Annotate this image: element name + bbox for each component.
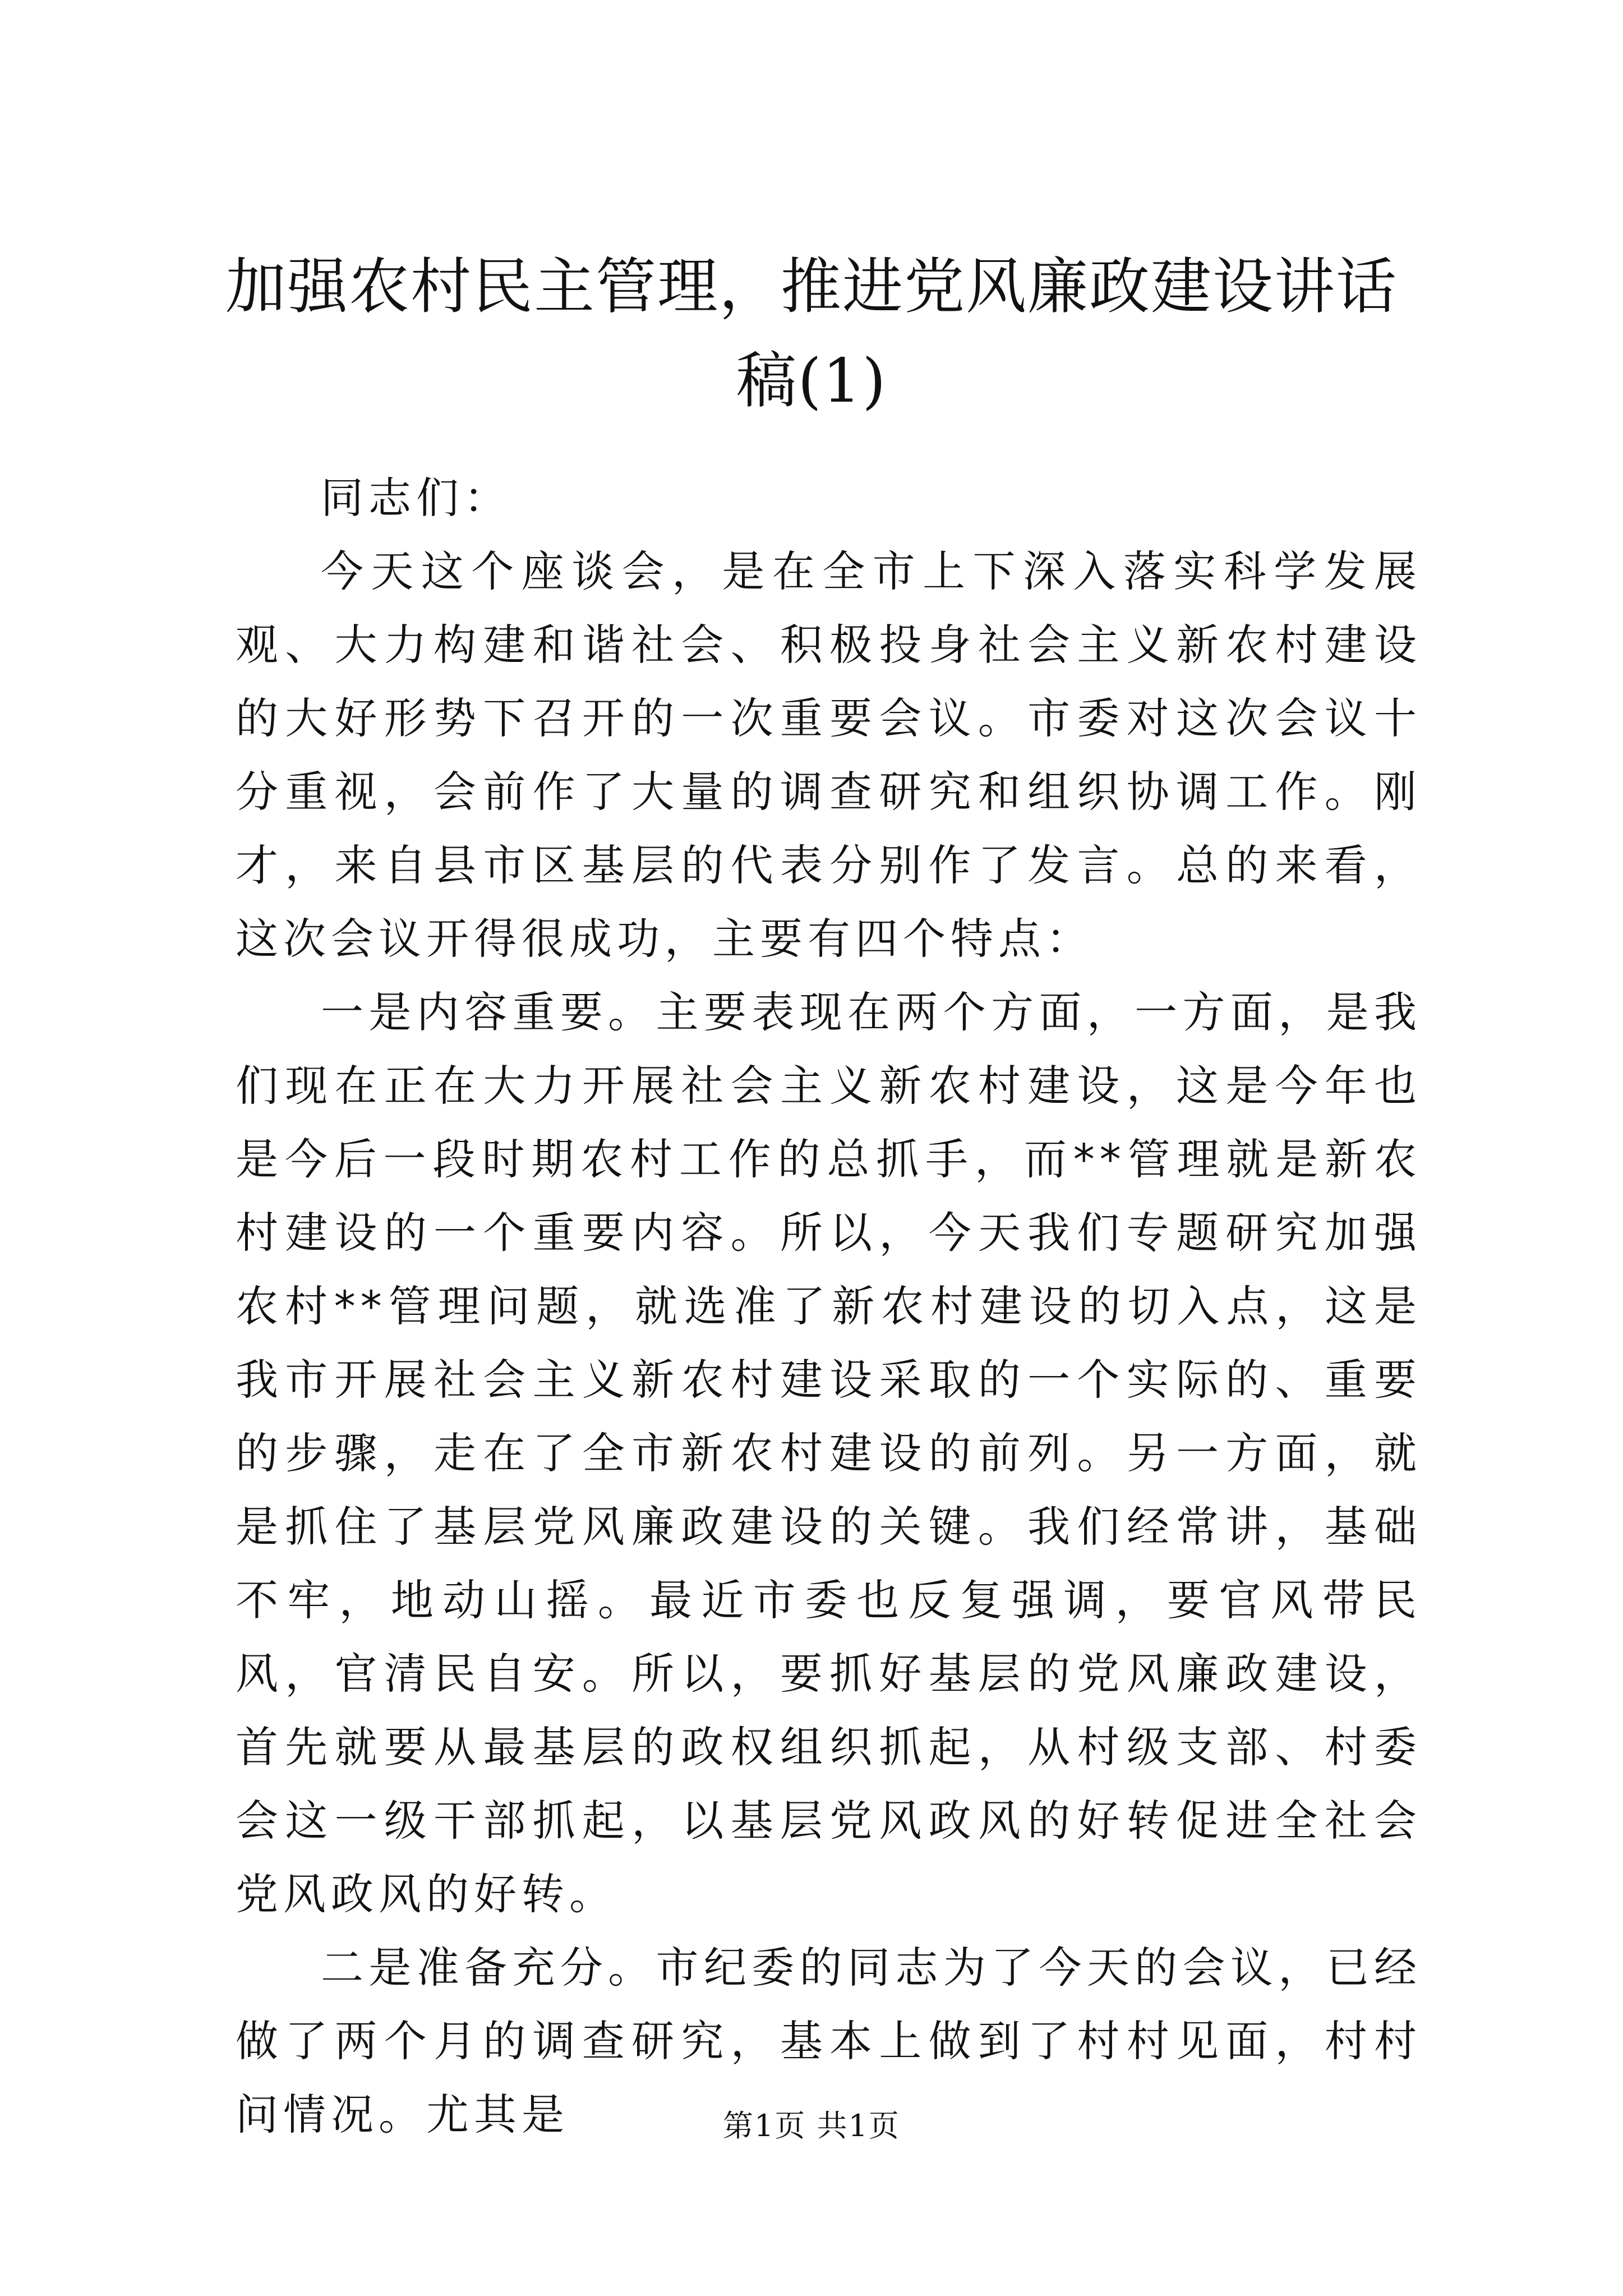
document-title: 加强农村民主管理，推进党风廉政建设讲话稿(1) xyxy=(225,252,1398,416)
body-paragraph: 一是内容重要。主要表现在两个方面，一方面，是我们现在正在大力开展社会主义新农村建设，这是今年也是今后一段时期农村工作的总抓手，而**管理就是新农村建设的一个重要内容。所以，今天我们专题研究加强农村**管理问题，就选准了新农村建设的切入点，这是我市开展社会主义新农村建设采取的一个实际的、重要的步骤，走在了全市新农村建设的前列。另一方面，就是抓住了基层党风廉政建设的关键。我们经常讲，基础不牢，地动山摇。最近市委也反复强调，要官风带民风，官清民自安。所以，要抓好基层的党风廉政建设，首先就要从最基层的政权组织抓起，从村级支部、村委会这一级干部抓起，以基层党风政风的好转促进全社会党风政风的好转。 xyxy=(236,987,1422,1919)
page-number-footer: 第1页 共1页 xyxy=(723,2108,900,2143)
body-paragraph: 今天这个座谈会，是在全市上下深入落实科学发展观、大力构建和谐社会、积极投身社会主义新农村建设的大好形势下召开的一次重要会议。市委对这次会议十分重视，会前作了大量的调查研究和组织协调工作。刚才，来自县市区基层的代表分别作了发言。总的来看，这次会议开得很成功，主要有四个特点： xyxy=(236,546,1422,964)
document-body xyxy=(236,461,1422,2151)
salutation-paragraph: 同志们： xyxy=(321,473,511,523)
body-paragraph: 二是准备充分。市纪委的同志为了今天的会议，已经做了两个月的调查研究，基本上做到了村村见面，村村问情况。尤其是 xyxy=(236,1943,1422,2139)
